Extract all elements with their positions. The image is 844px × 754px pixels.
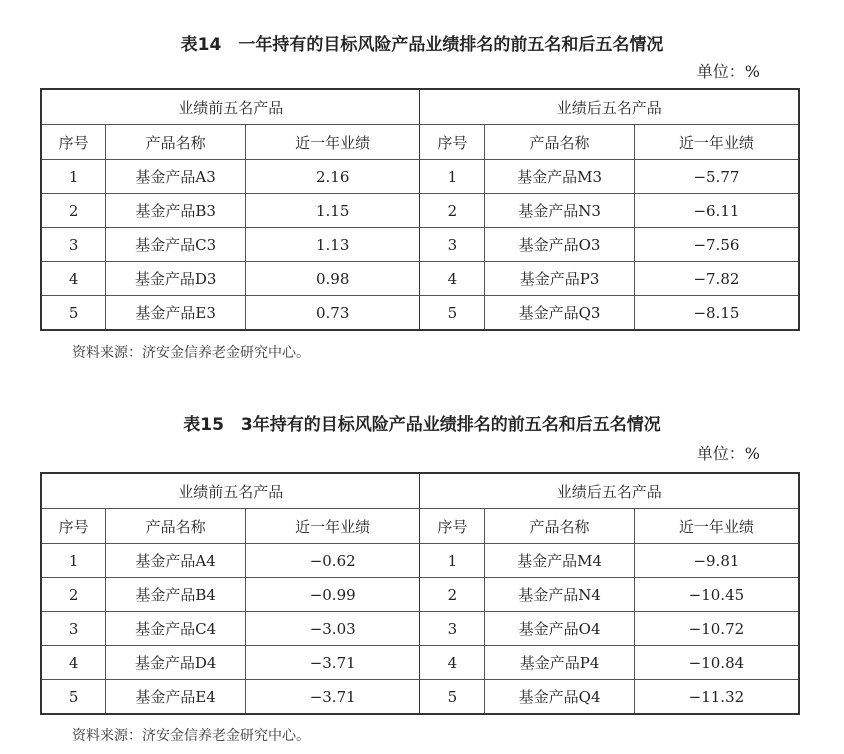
column-header: 序号 <box>420 125 485 160</box>
column-header: 产品名称 <box>106 125 246 160</box>
table-cell: −11.32 <box>634 680 799 715</box>
table-cell: 1 <box>41 544 106 578</box>
table-15-source: 资料来源：济安金信养老金研究中心。 <box>72 728 310 744</box>
table-cell: 基金产品D3 <box>106 262 246 296</box>
table-cell: 5 <box>420 296 485 331</box>
table-row <box>41 228 799 262</box>
table-cell: −7.56 <box>634 228 799 262</box>
table-cell: −5.77 <box>634 160 799 194</box>
table-cell: 基金产品B3 <box>106 194 246 228</box>
table-cell: 基金产品P4 <box>485 646 635 680</box>
table-cell: −10.45 <box>634 578 799 612</box>
table-cell: 基金产品A3 <box>106 160 246 194</box>
table-cell: 基金产品C3 <box>106 228 246 262</box>
section-header-row <box>41 89 799 125</box>
table-14-title: 表14 一年持有的目标风险产品业绩排名的前五名和后五名情况 <box>180 35 664 55</box>
top-five-header: 业绩前五名产品 <box>41 89 420 125</box>
column-header: 序号 <box>41 509 106 544</box>
table-cell: 基金产品C4 <box>106 612 246 646</box>
table-cell: 基金产品N3 <box>485 194 635 228</box>
table-15-unit: 单位：% <box>696 444 760 463</box>
table-14-source: 资料来源：济安金信养老金研究中心。 <box>72 345 310 361</box>
table-14-unit: 单位：% <box>696 62 760 81</box>
table-row <box>41 578 799 612</box>
column-header: 产品名称 <box>485 509 635 544</box>
table-cell: 5 <box>41 296 106 331</box>
table-row <box>41 680 799 715</box>
table-14 <box>40 88 800 331</box>
table-15 <box>40 472 800 715</box>
table-cell: 3 <box>41 228 106 262</box>
table-cell: 0.98 <box>245 262 420 296</box>
table-cell: 2.16 <box>245 160 420 194</box>
column-header-row <box>41 509 799 544</box>
column-header-row <box>41 125 799 160</box>
column-header: 序号 <box>420 509 485 544</box>
table-cell: −6.11 <box>634 194 799 228</box>
table-cell: 1 <box>41 160 106 194</box>
table-cell: 基金产品N4 <box>485 578 635 612</box>
table-cell: −10.84 <box>634 646 799 680</box>
table-cell: 5 <box>420 680 485 715</box>
table-cell: 基金产品Q3 <box>485 296 635 331</box>
table-cell: 基金产品B4 <box>106 578 246 612</box>
column-header: 近一年业绩 <box>245 509 420 544</box>
table-cell: 4 <box>420 262 485 296</box>
table-cell: −0.62 <box>245 544 420 578</box>
table-cell: −10.72 <box>634 612 799 646</box>
table-cell: 基金产品M3 <box>485 160 635 194</box>
table-cell: −9.81 <box>634 544 799 578</box>
table-cell: −3.03 <box>245 612 420 646</box>
table-cell: 4 <box>41 262 106 296</box>
table-cell: −0.99 <box>245 578 420 612</box>
table-cell: 基金产品Q4 <box>485 680 635 715</box>
table-row <box>41 296 799 331</box>
bottom-five-header: 业绩后五名产品 <box>420 89 799 125</box>
table-cell: 3 <box>41 612 106 646</box>
table-cell: −7.82 <box>634 262 799 296</box>
table-cell: 3 <box>420 228 485 262</box>
table-cell: −3.71 <box>245 646 420 680</box>
table-cell: 基金产品A4 <box>106 544 246 578</box>
top-five-header: 业绩前五名产品 <box>41 473 420 509</box>
table-cell: 2 <box>41 578 106 612</box>
table-cell: 3 <box>420 612 485 646</box>
table-cell: −3.71 <box>245 680 420 715</box>
table-cell: 4 <box>41 646 106 680</box>
table-row <box>41 194 799 228</box>
table-row <box>41 646 799 680</box>
column-header: 近一年业绩 <box>245 125 420 160</box>
table-cell: 5 <box>41 680 106 715</box>
table-cell: 2 <box>420 194 485 228</box>
table-cell: 基金产品O3 <box>485 228 635 262</box>
table-cell: 基金产品M4 <box>485 544 635 578</box>
table-cell: 2 <box>420 578 485 612</box>
table-cell: 1.13 <box>245 228 420 262</box>
table-cell: 4 <box>420 646 485 680</box>
table-row <box>41 160 799 194</box>
table-row <box>41 544 799 578</box>
table-cell: 1 <box>420 544 485 578</box>
table-cell: 基金产品O4 <box>485 612 635 646</box>
table-cell: 0.73 <box>245 296 420 331</box>
table-cell: 1 <box>420 160 485 194</box>
table-cell: 基金产品E3 <box>106 296 246 331</box>
bottom-five-header: 业绩后五名产品 <box>420 473 799 509</box>
table-cell: 基金产品E4 <box>106 680 246 715</box>
column-header: 产品名称 <box>485 125 635 160</box>
table-15-title: 表15 3年持有的目标风险产品业绩排名的前五名和后五名情况 <box>183 415 661 435</box>
table-cell: −8.15 <box>634 296 799 331</box>
table-cell: 基金产品D4 <box>106 646 246 680</box>
column-header: 序号 <box>41 125 106 160</box>
table-cell: 基金产品P3 <box>485 262 635 296</box>
table-row <box>41 612 799 646</box>
section-header-row <box>41 473 799 509</box>
column-header: 产品名称 <box>106 509 246 544</box>
column-header: 近一年业绩 <box>634 125 799 160</box>
table-cell: 2 <box>41 194 106 228</box>
table-cell: 1.15 <box>245 194 420 228</box>
table-row <box>41 262 799 296</box>
column-header: 近一年业绩 <box>634 509 799 544</box>
